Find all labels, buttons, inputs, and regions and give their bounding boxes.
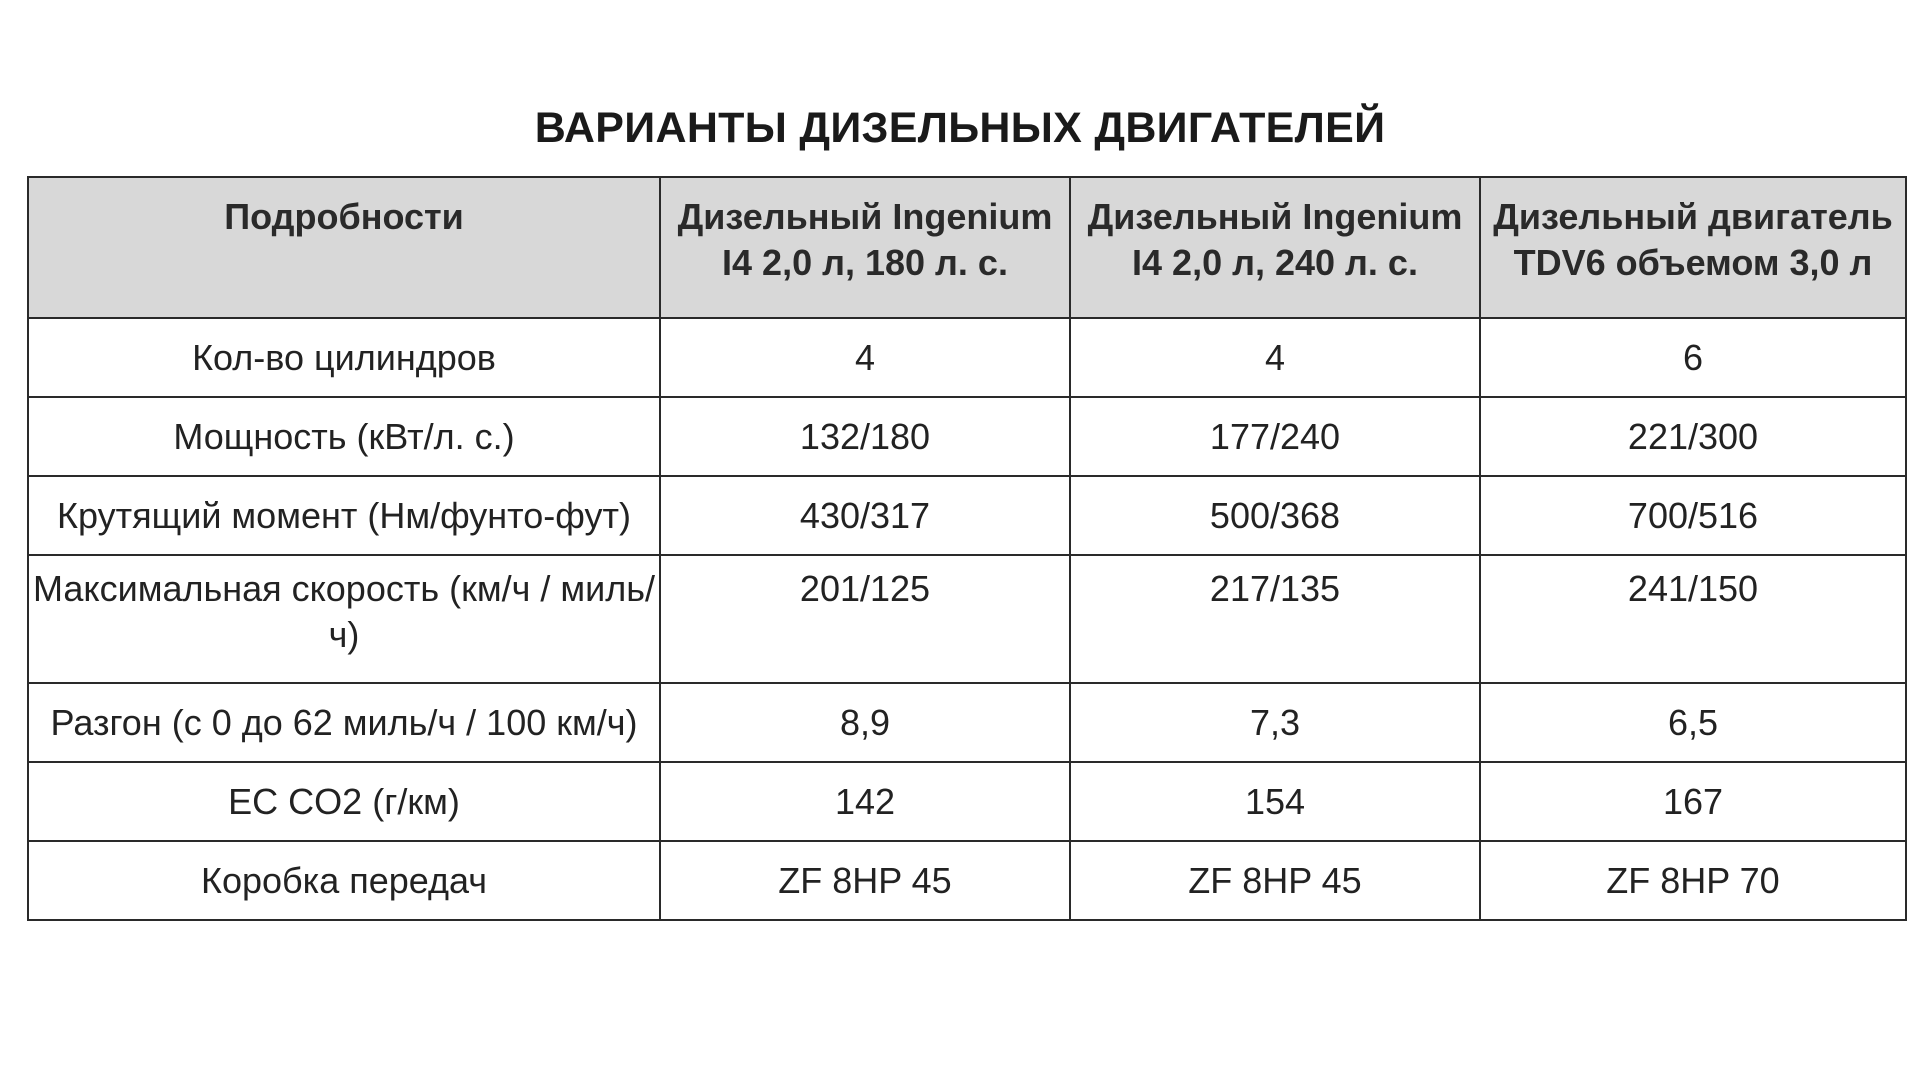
page-title: ВАРИАНТЫ ДИЗЕЛЬНЫХ ДВИГАТЕЛЕЙ <box>534 104 1386 152</box>
table-row <box>28 476 1906 555</box>
cell-value: 221/300 <box>1480 397 1906 476</box>
table-row <box>28 397 1906 476</box>
table-row <box>28 841 1906 920</box>
cell-value: ZF 8HP 45 <box>1070 841 1480 920</box>
cell-value: ZF 8HP 45 <box>660 841 1070 920</box>
table-row <box>28 762 1906 841</box>
header-ingenium-240: Дизельный Ingenium I4 2,0 л, 240 л. с. <box>1070 177 1480 318</box>
cell-value: 154 <box>1070 762 1480 841</box>
cell-value: 132/180 <box>660 397 1070 476</box>
table-header-row <box>28 177 1906 318</box>
row-label: Коробка передач <box>28 841 660 920</box>
cell-value: 241/150 <box>1480 555 1906 683</box>
cell-value: 177/240 <box>1070 397 1480 476</box>
cell-value: 201/125 <box>660 555 1070 683</box>
cell-value: 4 <box>1070 318 1480 397</box>
row-label: Кол-во цилиндров <box>28 318 660 397</box>
header-ingenium-180: Дизельный Ingenium I4 2,0 л, 180 л. с. <box>660 177 1070 318</box>
row-label: Мощность (кВт/л. с.) <box>28 397 660 476</box>
cell-value: 7,3 <box>1070 683 1480 762</box>
cell-value: 4 <box>660 318 1070 397</box>
cell-value: 217/135 <box>1070 555 1480 683</box>
table-row <box>28 683 1906 762</box>
cell-value: 6 <box>1480 318 1906 397</box>
cell-value: 142 <box>660 762 1070 841</box>
cell-value: 700/516 <box>1480 476 1906 555</box>
engine-spec-table <box>27 176 1907 921</box>
table-row <box>28 318 1906 397</box>
cell-value: 430/317 <box>660 476 1070 555</box>
row-label: Разгон (с 0 до 62 миль/ч / 100 км/ч) <box>28 683 660 762</box>
cell-value: 500/368 <box>1070 476 1480 555</box>
cell-value: ZF 8HP 70 <box>1480 841 1906 920</box>
header-details: Подробности <box>28 177 660 318</box>
row-label: Максимальная скорость (км/ч / миль/ч) <box>28 555 660 683</box>
row-label: Крутящий момент (Нм/фунто-фут) <box>28 476 660 555</box>
cell-value: 6,5 <box>1480 683 1906 762</box>
table-row <box>28 555 1906 683</box>
row-label: ЕС CO2 (г/км) <box>28 762 660 841</box>
cell-value: 8,9 <box>660 683 1070 762</box>
header-tdv6: Дизельный двигатель TDV6 объемом 3,0 л <box>1480 177 1906 318</box>
cell-value: 167 <box>1480 762 1906 841</box>
